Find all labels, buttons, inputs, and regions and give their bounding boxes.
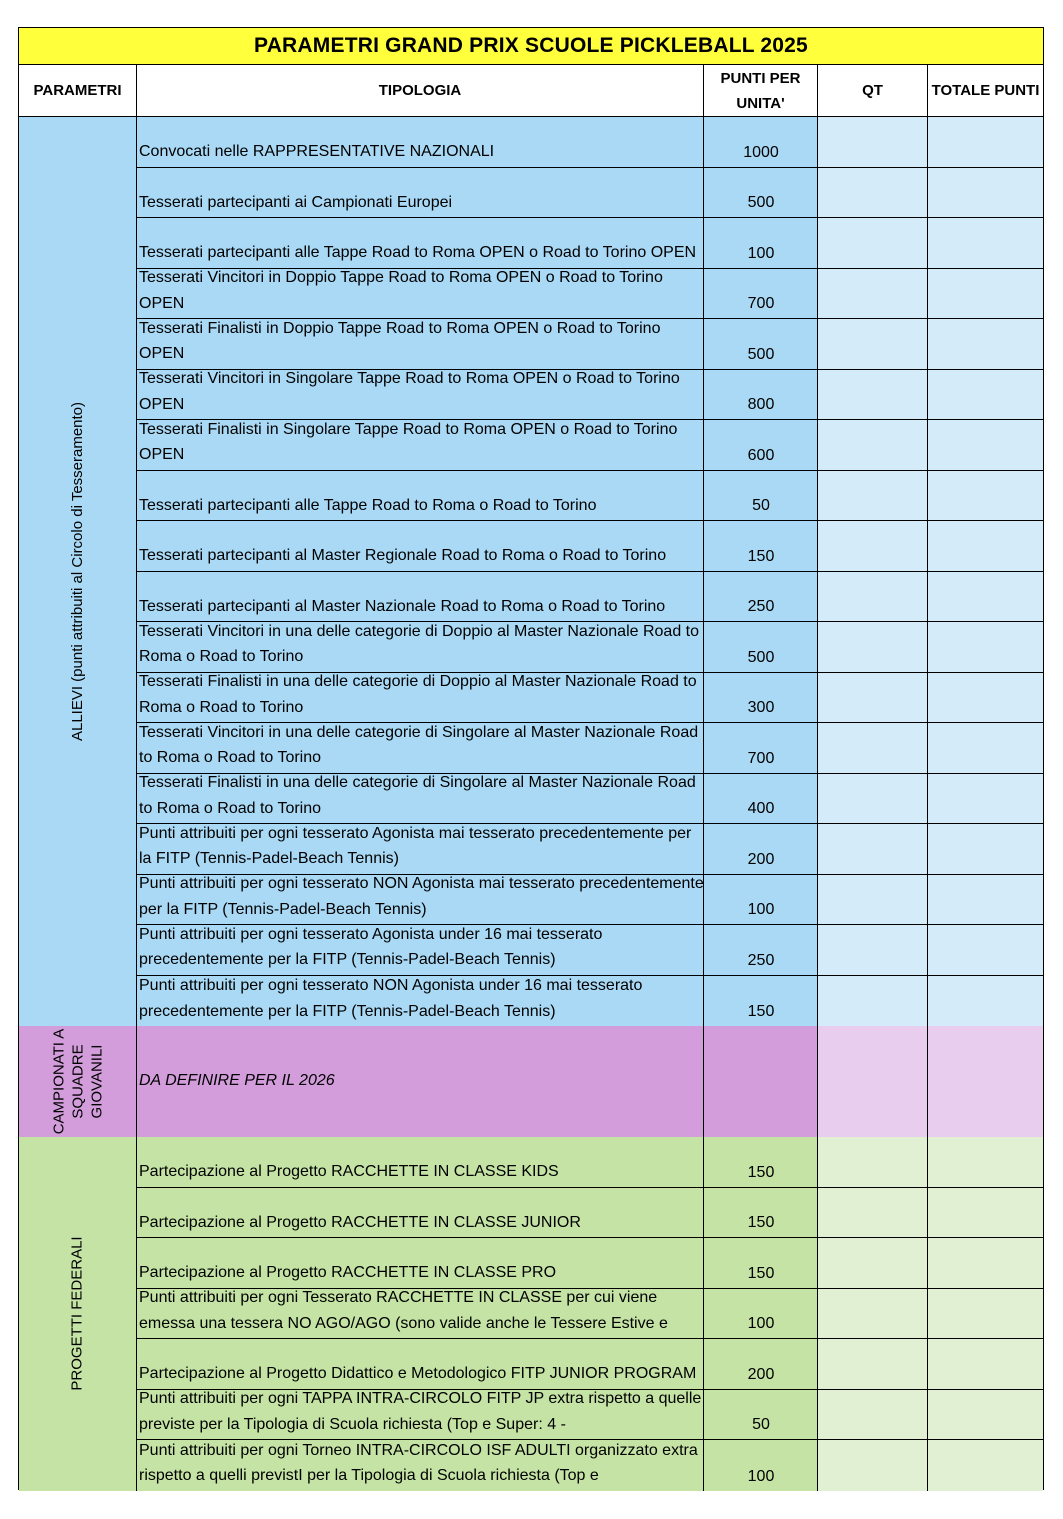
table-row bbox=[137, 622, 1043, 673]
punti-value: 50 bbox=[752, 497, 770, 514]
punti-value: 250 bbox=[747, 598, 775, 615]
totale-punti-cell[interactable] bbox=[928, 471, 1043, 521]
totale-punti-cell[interactable] bbox=[928, 420, 1043, 470]
qt-cell[interactable] bbox=[818, 218, 928, 268]
totale-punti-cell[interactable] bbox=[928, 1026, 1043, 1137]
qt-cell[interactable] bbox=[818, 168, 928, 218]
group-progetti bbox=[19, 1137, 1043, 1491]
punti-value: 150 bbox=[747, 1163, 775, 1181]
header-tipologia: TIPOLOGIA bbox=[137, 65, 704, 117]
totale-punti-cell[interactable] bbox=[928, 723, 1043, 773]
punti-value: 150 bbox=[747, 1214, 775, 1231]
punti-value: 100 bbox=[747, 1467, 775, 1485]
table-row bbox=[137, 1188, 1043, 1239]
table-row bbox=[137, 723, 1043, 774]
header-qt: QT bbox=[818, 65, 928, 117]
group-label-cell bbox=[19, 117, 137, 1026]
qt-cell[interactable] bbox=[818, 1440, 928, 1491]
table-row bbox=[137, 168, 1043, 219]
punti-value: 100 bbox=[747, 901, 775, 918]
table-row bbox=[137, 269, 1043, 320]
qt-cell[interactable] bbox=[818, 521, 928, 571]
totale-punti-cell[interactable] bbox=[928, 1238, 1043, 1288]
totale-punti-cell[interactable] bbox=[928, 1188, 1043, 1238]
tipologia-text: Punti attribuiti per ogni tesserato Agonista under 16 mai tesserato precedentemente per la FITP (Tennis-Padel-Beach Tennis) bbox=[139, 925, 603, 968]
qt-cell[interactable] bbox=[818, 319, 928, 369]
totale-punti-cell[interactable] bbox=[928, 1339, 1043, 1389]
qt-cell[interactable] bbox=[818, 420, 928, 470]
tipologia-text: Partecipazione al Progetto RACCHETTE IN CLASSE PRO bbox=[139, 1264, 557, 1281]
punti-value: 50 bbox=[752, 1416, 770, 1433]
tipologia-text: Partecipazione al Progetto Didattico e Metodologico FITP JUNIOR PROGRAM bbox=[139, 1365, 697, 1382]
tipologia-text: Tesserati Finalisti in Doppio Tappe Road to Roma OPEN o Road to Torino OPEN bbox=[139, 319, 661, 362]
tipologia-text: Punti attribuiti per ogni tesserato NON Agonista under 16 mai tesserato precedentemente per la FITP (Tennis-Padel-Beach Tennis) bbox=[139, 977, 643, 1020]
tipologia-text: Tesserati partecipanti al Master Regionale Road to Roma o Road to Torino bbox=[139, 547, 667, 564]
qt-cell[interactable] bbox=[818, 117, 928, 167]
group-label-cell bbox=[19, 1137, 137, 1491]
tipologia-text: Tesserati Finalisti in una delle categorie di Doppio al Master Nazionale Road to Roma o Road to Torino bbox=[139, 673, 697, 716]
qt-cell[interactable] bbox=[818, 1137, 928, 1187]
tipologia-text: Tesserati Vincitori in Doppio Tappe Road to Roma OPEN o Road to Torino OPEN bbox=[139, 269, 663, 312]
group-label-line: PROGETTI FEDERALI bbox=[69, 1236, 87, 1391]
totale-punti-cell[interactable] bbox=[928, 976, 1043, 1027]
punti-value: 200 bbox=[747, 850, 775, 868]
punti-value: 100 bbox=[747, 1315, 775, 1332]
header-totale-punti: TOTALE PUNTI bbox=[928, 65, 1043, 117]
totale-punti-cell[interactable] bbox=[928, 774, 1043, 824]
tipologia-text: Punti attribuiti per ogni Torneo INTRA-CIRCOLO ISF ADULTI organizzato extra rispetto a quelli previstI per la Tipologia di Scuola richiesta (Top e bbox=[139, 1441, 698, 1484]
table-row bbox=[137, 218, 1043, 269]
qt-cell[interactable] bbox=[818, 976, 928, 1027]
totale-punti-cell[interactable] bbox=[928, 521, 1043, 571]
tipologia-text: Punti attribuiti per ogni TAPPA INTRA-CIRCOLO FITP JP extra rispetto a quelle previste per la Tipologia di Scuola richiesta (Top e Super: 4 - bbox=[139, 1390, 702, 1433]
tipologia-text: Punti attribuiti per ogni tesserato NON Agonista mai tesserato precedentemente per la FITP (Tennis-Padel-Beach Tennis) bbox=[139, 875, 704, 918]
totale-punti-cell[interactable] bbox=[928, 925, 1043, 975]
totale-punti-cell[interactable] bbox=[928, 673, 1043, 723]
table-row bbox=[137, 420, 1043, 471]
qt-cell[interactable] bbox=[818, 723, 928, 773]
punti-value: 300 bbox=[747, 699, 775, 716]
punti-value: 200 bbox=[747, 1365, 775, 1383]
qt-cell[interactable] bbox=[818, 269, 928, 319]
header-punti-line1: PUNTI PER bbox=[720, 69, 801, 87]
punti-value: 150 bbox=[747, 547, 775, 565]
table-row bbox=[137, 1339, 1043, 1390]
qt-cell[interactable] bbox=[818, 925, 928, 975]
tipologia-text: Partecipazione al Progetto RACCHETTE IN CLASSE KIDS bbox=[139, 1163, 559, 1180]
punti-value: 500 bbox=[747, 194, 775, 211]
table-row bbox=[137, 521, 1043, 572]
qt-cell[interactable] bbox=[818, 774, 928, 824]
tipologia-text: Tesserati partecipanti ai Campionati Europei bbox=[139, 193, 453, 211]
tipologia-text: Tesserati Vincitori in una delle categorie di Doppio al Master Nazionale Road to Roma o Road to Torino bbox=[139, 622, 700, 665]
table-row bbox=[137, 1289, 1043, 1340]
tipologia-text: Tesserati Vincitori in Singolare Tappe Road to Roma OPEN o Road to Torino OPEN bbox=[139, 370, 680, 413]
table-row bbox=[137, 1440, 1043, 1491]
table-row bbox=[137, 673, 1043, 724]
totale-punti-cell[interactable] bbox=[928, 824, 1043, 874]
qt-cell[interactable] bbox=[818, 673, 928, 723]
table-row bbox=[137, 925, 1043, 976]
header-parametri: PARAMETRI bbox=[19, 65, 137, 117]
table-row bbox=[137, 1137, 1043, 1188]
table-row bbox=[137, 1390, 1043, 1441]
totale-punti-cell[interactable] bbox=[928, 117, 1043, 167]
header-punti-line2: UNITA' bbox=[736, 94, 785, 112]
parameters-sheet bbox=[18, 27, 1044, 1490]
tipologia-text: Tesserati Vincitori in una delle categorie di Singolare al Master Nazionale Road to Roma o Road to Torino bbox=[139, 723, 699, 766]
qt-cell[interactable] bbox=[818, 1289, 928, 1339]
table-row bbox=[137, 1238, 1043, 1289]
punti-value: 500 bbox=[747, 648, 775, 666]
punti-value: 400 bbox=[747, 800, 775, 817]
table-row bbox=[137, 875, 1043, 926]
punti-value: 150 bbox=[747, 1264, 775, 1282]
qt-cell[interactable] bbox=[818, 370, 928, 420]
tipologia-text: Convocati nelle RAPPRESENTATIVE NAZIONALI bbox=[139, 143, 495, 160]
qt-cell[interactable] bbox=[818, 1390, 928, 1440]
punti-value: 800 bbox=[747, 396, 775, 413]
group-label-line: GIOVANILI bbox=[87, 1044, 105, 1119]
punti-value: 600 bbox=[747, 446, 775, 464]
table-row bbox=[137, 319, 1043, 370]
tipologia-text: Tesserati partecipanti alle Tappe Road to Roma OPEN o Road to Torino OPEN bbox=[139, 244, 697, 261]
qt-cell[interactable] bbox=[818, 572, 928, 622]
tipologia-text: Tesserati partecipanti al Master Nazionale Road to Roma o Road to Torino bbox=[139, 597, 666, 615]
totale-punti-cell[interactable] bbox=[928, 218, 1043, 268]
tipologia-text: Punti attribuiti per ogni tesserato Agonista mai tesserato precedentemente per la FITP (Tennis-Padel-Beach Tennis) bbox=[139, 824, 692, 867]
table-row bbox=[137, 370, 1043, 421]
tipologia-text: Punti attribuiti per ogni Tesserato RACCHETTE IN CLASSE per cui viene emessa una tessera NO AGO/AGO (sono valide anche le Tessere Estive e bbox=[139, 1289, 668, 1332]
tipologia-text: Tesserati Finalisti in una delle categorie di Singolare al Master Nazionale Road to Roma o Road to Torino bbox=[139, 774, 696, 817]
qt-cell[interactable] bbox=[818, 1238, 928, 1288]
punti-value: 1000 bbox=[743, 143, 779, 161]
punti-value: 700 bbox=[747, 749, 775, 767]
punti-cell bbox=[704, 1026, 818, 1137]
header-punti-per-unita bbox=[704, 65, 818, 117]
punti-value: 250 bbox=[747, 951, 775, 969]
table-row bbox=[137, 976, 1043, 1027]
tipologia-text: DA DEFINIRE PER IL 2026 bbox=[139, 1072, 335, 1089]
totale-punti-cell[interactable] bbox=[928, 1289, 1043, 1339]
table-row bbox=[137, 117, 1043, 168]
group-label-line: ALLIEVI (punti attribuiti al Circolo di Tesseramento) bbox=[69, 401, 87, 742]
totale-punti-cell[interactable] bbox=[928, 622, 1043, 672]
qt-cell[interactable] bbox=[818, 824, 928, 874]
table-row bbox=[137, 824, 1043, 875]
totale-punti-cell[interactable] bbox=[928, 269, 1043, 319]
qt-cell[interactable] bbox=[818, 1188, 928, 1238]
totale-punti-cell[interactable] bbox=[928, 319, 1043, 369]
tipologia-text: Tesserati Finalisti in Singolare Tappe Road to Roma OPEN o Road to Torino OPEN bbox=[139, 420, 678, 463]
qt-cell[interactable] bbox=[818, 471, 928, 521]
tipologia-text: Partecipazione al Progetto RACCHETTE IN CLASSE JUNIOR bbox=[139, 1213, 581, 1231]
punti-value: 500 bbox=[747, 345, 775, 363]
group-label-line: SQUADRE bbox=[68, 1044, 86, 1119]
totale-punti-cell[interactable] bbox=[928, 572, 1043, 622]
totale-punti-cell[interactable] bbox=[928, 875, 1043, 925]
group-label bbox=[49, 1029, 106, 1135]
table-row bbox=[137, 1026, 1043, 1137]
punti-value: 700 bbox=[747, 295, 775, 312]
table-row bbox=[137, 572, 1043, 623]
totale-punti-cell[interactable] bbox=[928, 168, 1043, 218]
totale-punti-cell[interactable] bbox=[928, 1137, 1043, 1187]
group-label bbox=[68, 402, 87, 741]
totale-punti-cell[interactable] bbox=[928, 1390, 1043, 1440]
group-label-cell bbox=[19, 1026, 137, 1137]
totale-punti-cell[interactable] bbox=[928, 1440, 1043, 1491]
group-allievi bbox=[19, 117, 1043, 1026]
qt-cell[interactable] bbox=[818, 1026, 928, 1137]
group-label-line: CAMPIONATI A bbox=[49, 1028, 67, 1135]
sheet-title: PARAMETRI GRAND PRIX SCUOLE PICKLEBALL 2025 bbox=[19, 28, 1043, 65]
qt-cell[interactable] bbox=[818, 1339, 928, 1389]
group-label bbox=[68, 1237, 87, 1391]
table-row bbox=[137, 471, 1043, 522]
group-campionati bbox=[19, 1026, 1043, 1137]
qt-cell[interactable] bbox=[818, 622, 928, 672]
punti-value: 150 bbox=[747, 1003, 775, 1020]
totale-punti-cell[interactable] bbox=[928, 370, 1043, 420]
table-row bbox=[137, 774, 1043, 825]
punti-value: 100 bbox=[747, 244, 775, 262]
tipologia-text: Tesserati partecipanti alle Tappe Road to Roma o Road to Torino bbox=[139, 496, 597, 514]
qt-cell[interactable] bbox=[818, 875, 928, 925]
